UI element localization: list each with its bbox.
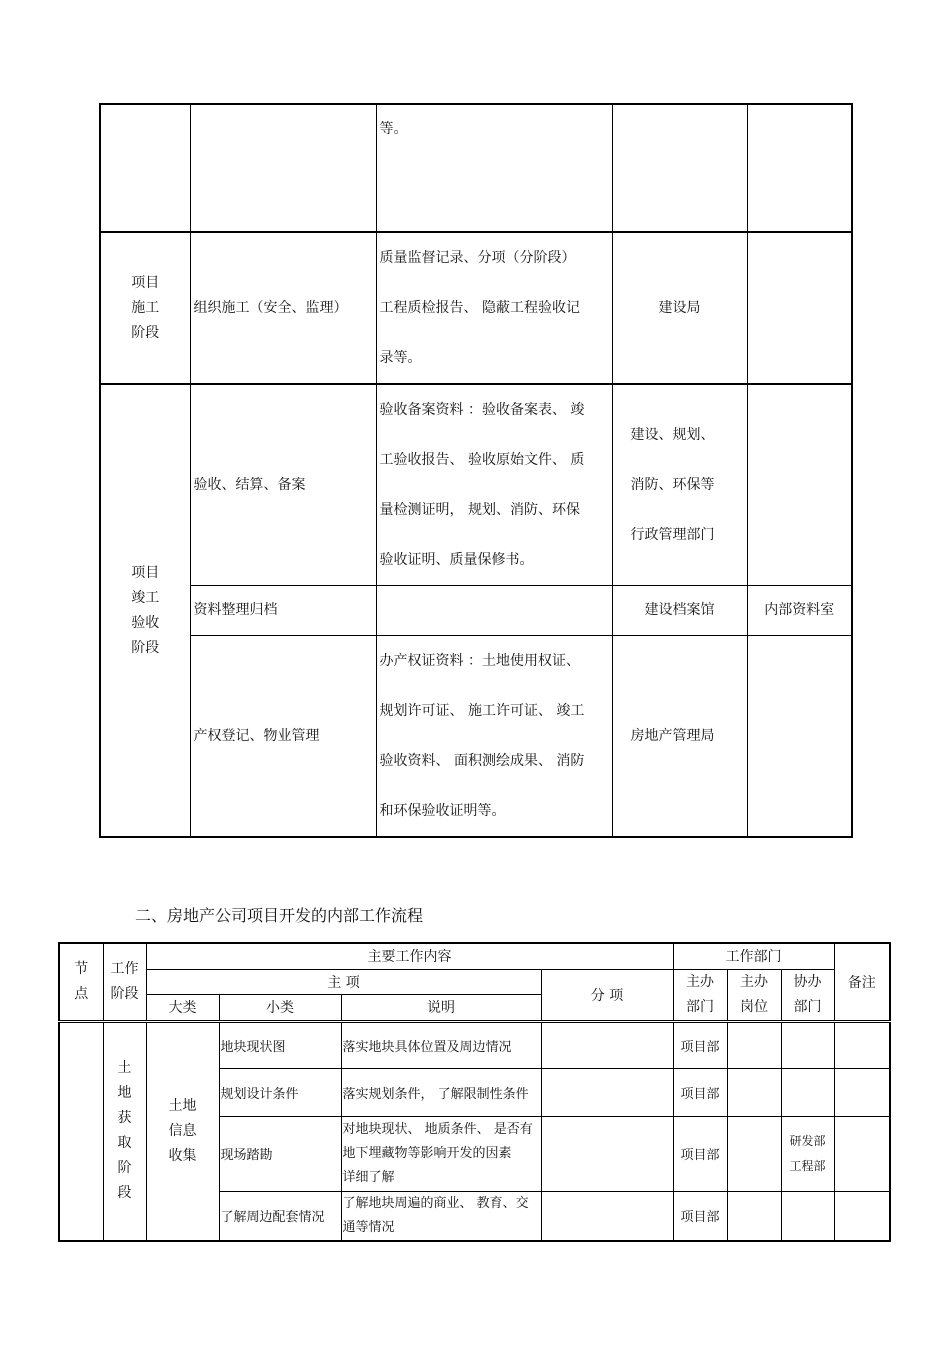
desc-cell: 质量监督记录、分项（分阶段） 工程质检报告、 隐蔽工程验收记 录等。	[376, 232, 612, 384]
node-cell	[59, 1021, 103, 1241]
header-work-dept: 工作部门	[673, 943, 834, 969]
stage-cell: 土 地 获 取 阶 段	[103, 1021, 146, 1241]
lead-post-cell	[727, 1068, 781, 1116]
note-cell	[747, 384, 852, 586]
stage-cell: 项目 施工 阶段	[100, 232, 190, 384]
table-row	[100, 636, 852, 838]
item-cell: 验收、结算、备案	[190, 384, 376, 586]
header-description: 说明	[341, 994, 541, 1021]
item-cell: 组织施工（安全、监理）	[190, 232, 376, 384]
table-row	[59, 1021, 890, 1068]
header-row	[59, 969, 890, 994]
lead-dept-cell: 项目部	[673, 1021, 727, 1068]
desc-cell: 办产权证资料 ：土地使用权证、 规划许可证、 施工许可证、 竣工 验收资料、 面积测绘成果、 消防 和环保验收证明等。	[376, 636, 612, 838]
header-sub-item: 分 项	[541, 969, 673, 1021]
lead-dept-cell: 项目部	[673, 1068, 727, 1116]
header-main-item: 主 项	[146, 969, 541, 994]
header-assist-dept: 协办 部门	[781, 969, 834, 1021]
subcategory-cell: 现场踏勘	[219, 1116, 341, 1191]
approval-stage-table	[99, 103, 853, 838]
header-stage: 工作 阶段	[103, 943, 146, 1021]
subcategory-cell: 规划设计条件	[219, 1068, 341, 1116]
assist-dept-cell	[781, 1021, 834, 1068]
header-lead-post: 主办 岗位	[727, 969, 781, 1021]
dept-cell: 建设档案馆	[612, 586, 747, 636]
lead-post-cell	[727, 1191, 781, 1241]
workflow-table	[58, 942, 891, 1242]
description-cell: 了解地块周遍的商业、 教育、交 通等情况	[341, 1191, 541, 1241]
assist-dept-cell: 研发部 工程部	[781, 1116, 834, 1191]
table-row	[100, 384, 852, 586]
stage-cell: 项目 竣工 验收 阶段	[100, 384, 190, 837]
header-remarks: 备注	[834, 943, 890, 1021]
remarks-cell	[834, 1191, 890, 1241]
subcategory-cell: 了解周边配套情况	[219, 1191, 341, 1241]
dept-cell: 建设、规划、 消防、环保等 行政管理部门	[612, 384, 747, 586]
note-cell	[747, 104, 852, 232]
lead-dept-cell: 项目部	[673, 1191, 727, 1241]
dept-cell: 房地产管理局	[612, 636, 747, 838]
remarks-cell	[834, 1116, 890, 1191]
stage-cell	[100, 104, 190, 232]
header-row	[59, 943, 890, 969]
desc-cell: 等。	[376, 104, 612, 232]
assist-dept-cell	[781, 1068, 834, 1116]
header-node: 节 点	[59, 943, 103, 1021]
section-heading: 二、房地产公司项目开发的内部工作流程	[135, 906, 424, 925]
lead-post-cell	[727, 1116, 781, 1191]
desc-cell	[376, 586, 612, 636]
dept-cell	[612, 104, 747, 232]
description-cell: 落实地块具体位置及周边情况	[341, 1021, 541, 1068]
header-category: 大类	[146, 994, 219, 1021]
header-subcategory: 小类	[219, 994, 341, 1021]
note-cell	[747, 636, 852, 838]
item-cell	[190, 104, 376, 232]
description-cell: 落实规划条件， 了解限制性条件	[341, 1068, 541, 1116]
sub-item-cell	[541, 1068, 673, 1116]
item-cell: 资料整理归档	[190, 586, 376, 636]
sub-item-cell	[541, 1021, 673, 1068]
remarks-cell	[834, 1021, 890, 1068]
sub-item-cell	[541, 1191, 673, 1241]
lead-dept-cell: 项目部	[673, 1116, 727, 1191]
assist-dept-cell	[781, 1191, 834, 1241]
remarks-cell	[834, 1068, 890, 1116]
sub-item-cell	[541, 1116, 673, 1191]
category-cell: 土地 信息 收集	[146, 1021, 219, 1241]
note-cell: 内部资料室	[747, 586, 852, 636]
table-row	[100, 586, 852, 636]
table-row	[100, 232, 852, 384]
header-lead-dept: 主办 部门	[673, 969, 727, 1021]
desc-cell: 验收备案资料 ：验收备案表、 竣 工验收报告、 验收原始文件、 质 量检测证明， 规划、消防、环保 验收证明、质量保修书。	[376, 384, 612, 586]
subcategory-cell: 地块现状图	[219, 1021, 341, 1068]
item-cell: 产权登记、物业管理	[190, 636, 376, 838]
table-row	[100, 104, 852, 232]
dept-cell: 建设局	[612, 232, 747, 384]
header-main-content: 主要工作内容	[146, 943, 673, 969]
lead-post-cell	[727, 1021, 781, 1068]
description-cell: 对地块现状、 地质条件、 是否有 地下埋藏物等影响开发的因素 详细了解	[341, 1116, 541, 1191]
note-cell	[747, 232, 852, 384]
